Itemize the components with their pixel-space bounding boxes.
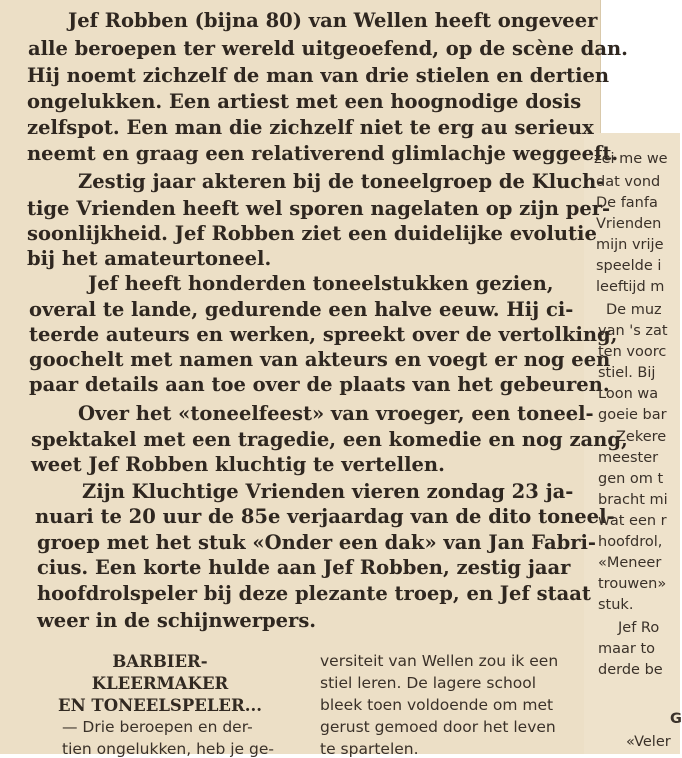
lead-line: Over het «toneelfeest» van vroeger, een toneel- <box>78 402 594 425</box>
lead-line: tige Vrienden heeft wel sporen nagelaten op zijn per- <box>27 197 611 220</box>
body-line: te spartelen. <box>320 740 419 758</box>
column-line: Zekere <box>616 429 667 445</box>
column-line: stuk. <box>598 597 634 613</box>
lead-line: weet Jef Robben kluchtig te vertellen. <box>31 453 445 476</box>
body-line: tien ongelukken, heb je ge- <box>62 740 274 758</box>
column-line: goeie bar <box>598 407 667 423</box>
body-line: gerust gemoed door het leven <box>320 718 556 736</box>
column-line: mijn vrije <box>596 237 664 253</box>
column-line: zei me we <box>594 151 668 167</box>
lead-line: cius. Een korte hulde aan Jef Robben, zestig jaar <box>37 556 571 579</box>
column-line: «Veler <box>626 734 671 750</box>
column-line: ten voorc <box>598 344 667 360</box>
column-line: bracht mi <box>598 492 668 508</box>
body-line: stiel leren. De lagere school <box>320 674 537 692</box>
column-line: Loon wa <box>598 386 659 402</box>
lead-line: bij het amateurtoneel. <box>27 247 272 270</box>
lead-line: overal te lande, gedurende een halve eeuw. Hij ci- <box>29 298 574 321</box>
subheading-line: KLEERMAKER <box>91 674 229 693</box>
lead-line: hoofdrolspeler bij deze plezante troep, en Jef staat <box>37 582 591 605</box>
column-line: van 's zat <box>598 323 668 339</box>
body-line: versiteit van Wellen zou ik een <box>320 652 559 670</box>
lead-line: teerde auteurs en werken, spreekt over de vertolking, <box>29 323 618 346</box>
column-line: De fanfa <box>596 195 658 211</box>
column-line: hoofdrol, <box>598 534 663 550</box>
column-line: wat een r <box>598 513 667 529</box>
lead-line: goochelt met namen van akteurs en voegt er nog een <box>29 348 611 371</box>
lead-line: neemt en graag een relativerend glimlachje weggeeft. <box>27 142 619 165</box>
lead-line: spektakel met een tragedie, een komedie en nog zang, <box>31 428 628 451</box>
lead-line: Zijn Kluchtige Vrienden vieren zondag 23 ja- <box>82 480 574 503</box>
column-line: speelde i <box>596 258 662 274</box>
adjacent-column <box>584 133 680 754</box>
lead-line: Zestig jaar akteren bij de toneelgroep de Kluch- <box>78 170 605 193</box>
lead-line: groep met het stuk «Onder een dak» van Jan Fabri- <box>37 531 596 554</box>
body-line: — Drie beroepen en der- <box>62 718 253 736</box>
column-line: derde be <box>598 662 663 678</box>
column-line: leeftijd m <box>596 279 665 295</box>
column-line: dat vond <box>596 174 661 190</box>
lead-line: zelfspot. Een man die zichzelf niet te erg au serieux <box>27 116 594 139</box>
lead-line: Jef Robben (bijna 80) van Wellen heeft ongeveer <box>68 9 598 32</box>
column-line: maar to <box>598 641 656 657</box>
column-line: Vrienden <box>596 216 662 232</box>
column-line: G <box>670 711 682 727</box>
lead-line: weer in de schijnwerpers. <box>37 609 317 632</box>
subheading-line: EN TONEELSPELER... <box>58 696 262 715</box>
column-line: stiel. Bij <box>598 365 656 381</box>
lead-line: nuari te 20 uur de 85e verjaardag van de dito toneel- <box>35 505 615 528</box>
body-line: bleek toen voldoende om met <box>320 696 554 714</box>
column-line: De muz <box>606 302 662 318</box>
column-line: «Meneer <box>598 555 662 571</box>
lead-line: alle beroepen ter wereld uitgeoefend, op de scène dan. <box>28 37 628 60</box>
column-line: meester <box>598 450 659 466</box>
lead-line: soonlijkheid. Jef Robben ziet een duidelijke evolutie <box>27 222 597 245</box>
lead-line: paar details aan toe over de plaats van het gebeuren. <box>29 373 610 396</box>
column-line: trouwen» <box>598 576 667 592</box>
subheading-line: BARBIER- <box>112 652 208 671</box>
lead-line: ongelukken. Een artiest met een hoognodige dosis <box>27 90 582 113</box>
column-line: Jef Ro <box>618 620 660 636</box>
lead-line: Jef heeft honderden toneelstukken gezien, <box>88 272 554 295</box>
lead-line: Hij noemt zichzelf de man van drie stielen en dertien <box>27 64 610 87</box>
column-line: gen om t <box>598 471 664 487</box>
